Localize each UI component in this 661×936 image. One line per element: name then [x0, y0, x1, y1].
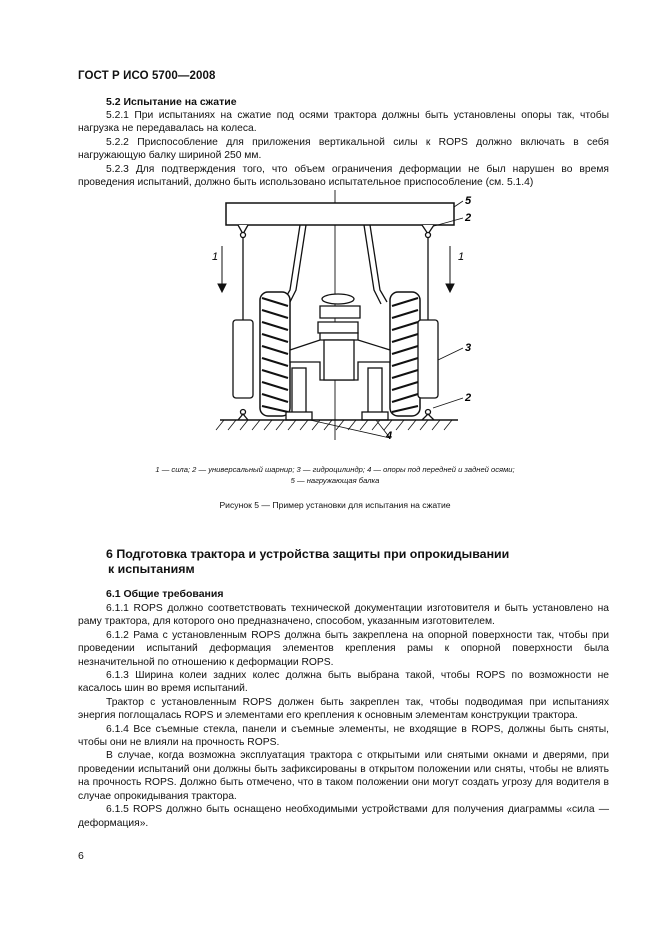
- paragraph-6-1-3-continued: Трактор с установленным ROPS должен быть закреплен так, чтобы подводимая при испытаниях энергия поглощалась ROPS и элементами его крепления к основным элементам конструкции трактора.: [78, 696, 609, 722]
- callout-2-bottom: 2: [465, 392, 472, 404]
- figure-legend: [100, 464, 570, 486]
- document-header: ГОСТ Р ИСО 5700—2008: [78, 70, 216, 82]
- callout-2-top: 2: [465, 212, 472, 224]
- section-6-1-title: 6.1 Общие требования: [106, 588, 224, 600]
- right-rear-tire: [390, 292, 420, 416]
- section-6-title-line-2: к испытаниям: [108, 562, 195, 576]
- left-cylinder-assembly: [233, 225, 253, 420]
- figure-caption: Рисунок 5 — Пример установки для испытания на сжатие: [219, 500, 451, 510]
- leader-lines: [310, 201, 463, 438]
- ground: [216, 420, 458, 430]
- paragraph-6-1-3: 6.1.3 Ширина колеи задних колес должна быть выбрана такой, чтобы ROPS по возможности не касалось шин во время испытаний.: [78, 670, 609, 695]
- paragraph-5-2-3: 5.2.3 Для подтверждения того, что объем ограничения деформации не был нарушен во время проведения испытаний, должно быть использовано испытательное приспособление (см. 5.1.4): [78, 163, 609, 189]
- page-number: 6: [78, 850, 84, 862]
- section-6-title: [106, 547, 606, 577]
- paragraph-6-1-2: 6.1.2 Рама с установленным ROPS должна быть закреплена на опорной поверхности так, чтобы при проведении испытаний деформация элементов крепления рамы к опорной поверхности была незначительной по отношению к деформации ROPS.: [78, 629, 609, 668]
- legend-line-2: 5 — нагружающая балка: [290, 476, 380, 485]
- section-6-title-line-1: 6 Подготовка трактора и устройства защиты при опрокидывании: [106, 547, 510, 561]
- tractor-body: [290, 294, 390, 380]
- section-5-2-body: [78, 109, 609, 189]
- paragraph-6-1-1: 6.1.1 ROPS должно соответствовать технической документации изготовителя и быть установлено на раму трактора, для которого оно предназначено, способом, указанным изготовителем.: [78, 603, 609, 628]
- force-arrow-right: [446, 246, 454, 292]
- paragraph-6-1-5: 6.1.5 ROPS должно быть оснащено необходимыми устройствами для получения диаграммы «сила — деформация».: [78, 804, 609, 829]
- legend-line-1: 1 — сила; 2 — универсальный шарнир; 3 — гидроцилиндр; 4 — опоры под передней и задней осями;: [155, 465, 515, 474]
- callout-4: 4: [386, 430, 393, 440]
- callout-3: 3: [465, 342, 472, 354]
- left-rear-tire: [260, 292, 290, 416]
- paragraph-5-2-2: 5.2.2 Приспособление для приложения вертикальной силы к ROPS должно включать в себя нагружающую балку шириной 250 мм.: [78, 136, 609, 162]
- callout-1-right: 1: [458, 251, 465, 263]
- section-6-1-body: [78, 602, 609, 830]
- paragraph-5-2-1: 5.2.1 При испытаниях на сжатие под осями трактора должны быть установлены опоры так, чтобы нагрузка не передавалась на колеса.: [78, 110, 609, 135]
- callout-5: 5: [465, 195, 472, 207]
- callout-1-left: 1: [212, 251, 219, 263]
- compression-test-diagram: [200, 190, 480, 440]
- force-arrow-left: [218, 246, 226, 292]
- right-cylinder-assembly: [418, 225, 438, 420]
- loading-beam: [226, 203, 454, 225]
- section-5-2-title: 5.2 Испытание на сжатие: [106, 96, 237, 108]
- paragraph-6-1-4-continued: В случае, когда возможна эксплуатация трактора с открытыми или снятыми окнами и дверями, при проведении испытаний они должны быть зафиксированы в открытом положении или сняты, чтобы не влиять на прочность ROPS. Должно быть отмечено, что в таком положении они могут создать угрозу для водителя в случае опрокидывания трактора.: [78, 750, 609, 802]
- paragraph-6-1-4: 6.1.4 Все съемные стекла, панели и съемные элементы, не входящие в ROPS, должны быть сняты, чтобы они не влияли на прочность ROPS.: [78, 723, 609, 749]
